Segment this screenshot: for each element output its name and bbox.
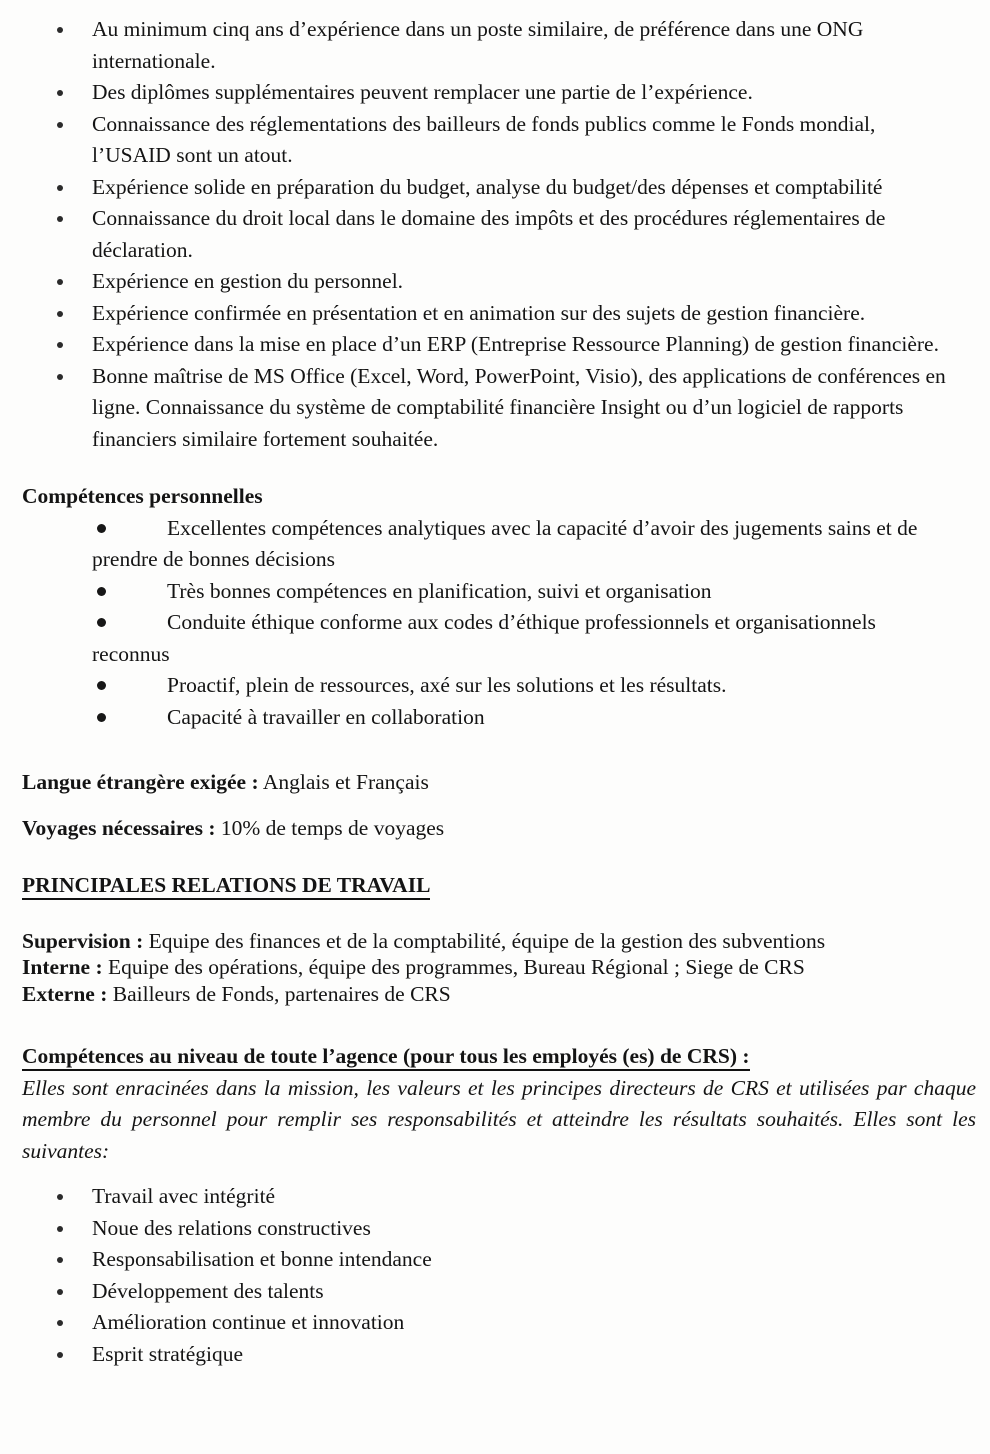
- list-item: [0, 1181, 990, 1213]
- list-item: [0, 1339, 990, 1371]
- list-item: [0, 1244, 990, 1276]
- list-item: [0, 203, 990, 266]
- list-item: [0, 702, 990, 734]
- list-item: [0, 361, 990, 456]
- bullet-icon: [57, 185, 63, 191]
- bullet-icon: [97, 618, 106, 627]
- list-item-text: Excellentes compétences analytiques avec la capacité d’avoir des jugements sains et de prendre de bonnes décisions: [92, 515, 918, 571]
- supervision-label: Supervision :: [22, 928, 144, 953]
- agency-competencies-intro: Elles sont enracinées dans la mission, les valeurs et les principes directeurs de CRS et utilisées par chaque membre du personnel pour remplir ses responsabilités et atteindre les résultats souhaités. Elles sont les suivantes:: [22, 1075, 976, 1163]
- list-item-text: Travail avec intégrité: [92, 1184, 276, 1208]
- travel-line: [0, 813, 990, 845]
- list-item-text: Responsabilisation et bonne intendance: [92, 1247, 432, 1271]
- supervision-line: [0, 928, 990, 955]
- list-item: [0, 172, 990, 204]
- agency-competencies-heading-text: Compétences au niveau de toute l’agence (pour tous les employés (es) de CRS) :: [22, 1044, 750, 1071]
- requirements-list: [0, 14, 990, 455]
- list-item-text: Expérience solide en préparation du budget, analyse du budget/des dépenses et comptabilité: [92, 174, 883, 199]
- personal-skills-list: [0, 513, 990, 734]
- list-item-text: Conduite éthique conforme aux codes d’éthique professionnels et organisationnels reconnus: [92, 610, 876, 666]
- list-item: [0, 329, 990, 361]
- list-item: [0, 670, 990, 702]
- interne-line: [0, 954, 990, 981]
- list-item: [0, 109, 990, 172]
- list-item-text: Esprit stratégique: [92, 1341, 244, 1366]
- work-relations-heading: [0, 870, 990, 902]
- personal-skills-heading: Compétences personnelles: [22, 484, 263, 508]
- list-item-text: Expérience confirmée en présentation et en animation sur des sujets de gestion financière.: [92, 300, 866, 325]
- list-item-text: Bonne maîtrise de MS Office (Excel, Word, PowerPoint, Visio), des applications de conférences en ligne. Connaissance du système de comptabilité financière Insight ou d’un logiciel de rapports financiers similaire fortement souhaitée.: [92, 363, 946, 451]
- bullet-icon: [97, 524, 106, 533]
- interne-value: Equipe des opérations, équipe des programmes, Bureau Régional ; Siege de CRS: [107, 955, 805, 979]
- list-item: [0, 1307, 990, 1339]
- bullet-icon: [57, 90, 63, 96]
- language-label: Langue étrangère exigée :: [22, 770, 259, 794]
- language-value: Anglais et Français: [262, 770, 429, 794]
- bullet-icon: [57, 311, 63, 317]
- agency-competencies-heading: [0, 1041, 990, 1073]
- list-item-text: Au minimum cinq ans d’expérience dans un poste similaire, de préférence dans une ONG internationale.: [92, 17, 864, 73]
- language-line: [0, 767, 990, 799]
- bullet-icon: [97, 713, 106, 722]
- list-item: [0, 298, 990, 330]
- list-item: [0, 513, 990, 576]
- travel-label: Voyages nécessaires :: [22, 815, 216, 840]
- bullet-icon: [57, 1194, 63, 1200]
- bullet-icon: [57, 1320, 63, 1326]
- list-item-text: Très bonnes compétences en planification, suivi et organisation: [167, 578, 712, 603]
- list-item-text: Capacité à travailler en collaboration: [167, 704, 485, 729]
- list-item-text: Connaissance du droit local dans le domaine des impôts et des procédures réglementaires de déclaration.: [92, 206, 886, 262]
- interne-label: Interne :: [22, 955, 103, 979]
- list-item-text: Noue des relations constructives: [92, 1215, 371, 1240]
- list-item: [0, 77, 990, 109]
- bullet-icon: [97, 681, 106, 690]
- list-item-text: Développement des talents: [92, 1278, 324, 1303]
- bullet-icon: [57, 374, 63, 380]
- bullet-icon: [57, 279, 63, 285]
- list-item: [0, 1276, 990, 1308]
- bullet-icon: [97, 587, 106, 596]
- bullet-icon: [57, 122, 63, 128]
- externe-line: [0, 981, 990, 1008]
- list-item: [0, 1213, 990, 1245]
- externe-label: Externe :: [22, 981, 108, 1006]
- externe-value: Bailleurs de Fonds, partenaires de CRS: [112, 981, 451, 1006]
- travel-value: 10% de temps de voyages: [220, 815, 445, 840]
- bullet-icon: [57, 1257, 63, 1263]
- list-item-text: Des diplômes supplémentaires peuvent remplacer une partie de l’expérience.: [92, 80, 753, 104]
- bullet-icon: [57, 1352, 63, 1358]
- list-item-text: Expérience dans la mise en place d’un ERP (Entreprise Ressource Planning) de gestion financière.: [92, 332, 939, 356]
- bullet-icon: [57, 27, 63, 33]
- agency-competencies-list: [0, 1181, 990, 1370]
- bullet-icon: [57, 1289, 63, 1295]
- list-item-text: Expérience en gestion du personnel.: [92, 269, 404, 293]
- list-item: [0, 14, 990, 77]
- list-item: [0, 576, 990, 608]
- bullet-icon: [57, 342, 63, 348]
- work-relations-heading-text: PRINCIPALES RELATIONS DE TRAVAIL: [22, 873, 430, 900]
- list-item-text: Proactif, plein de ressources, axé sur les solutions et les résultats.: [167, 673, 727, 697]
- list-item: [0, 266, 990, 298]
- list-item-text: Connaissance des réglementations des bailleurs de fonds publics comme le Fonds mondial, l’USAID sont un atout.: [92, 111, 876, 167]
- list-item-text: Amélioration continue et innovation: [92, 1310, 405, 1334]
- list-item: [0, 607, 990, 670]
- bullet-icon: [57, 216, 63, 222]
- bullet-icon: [57, 1226, 63, 1232]
- supervision-value: Equipe des finances et de la comptabilité, équipe de la gestion des subventions: [148, 928, 826, 953]
